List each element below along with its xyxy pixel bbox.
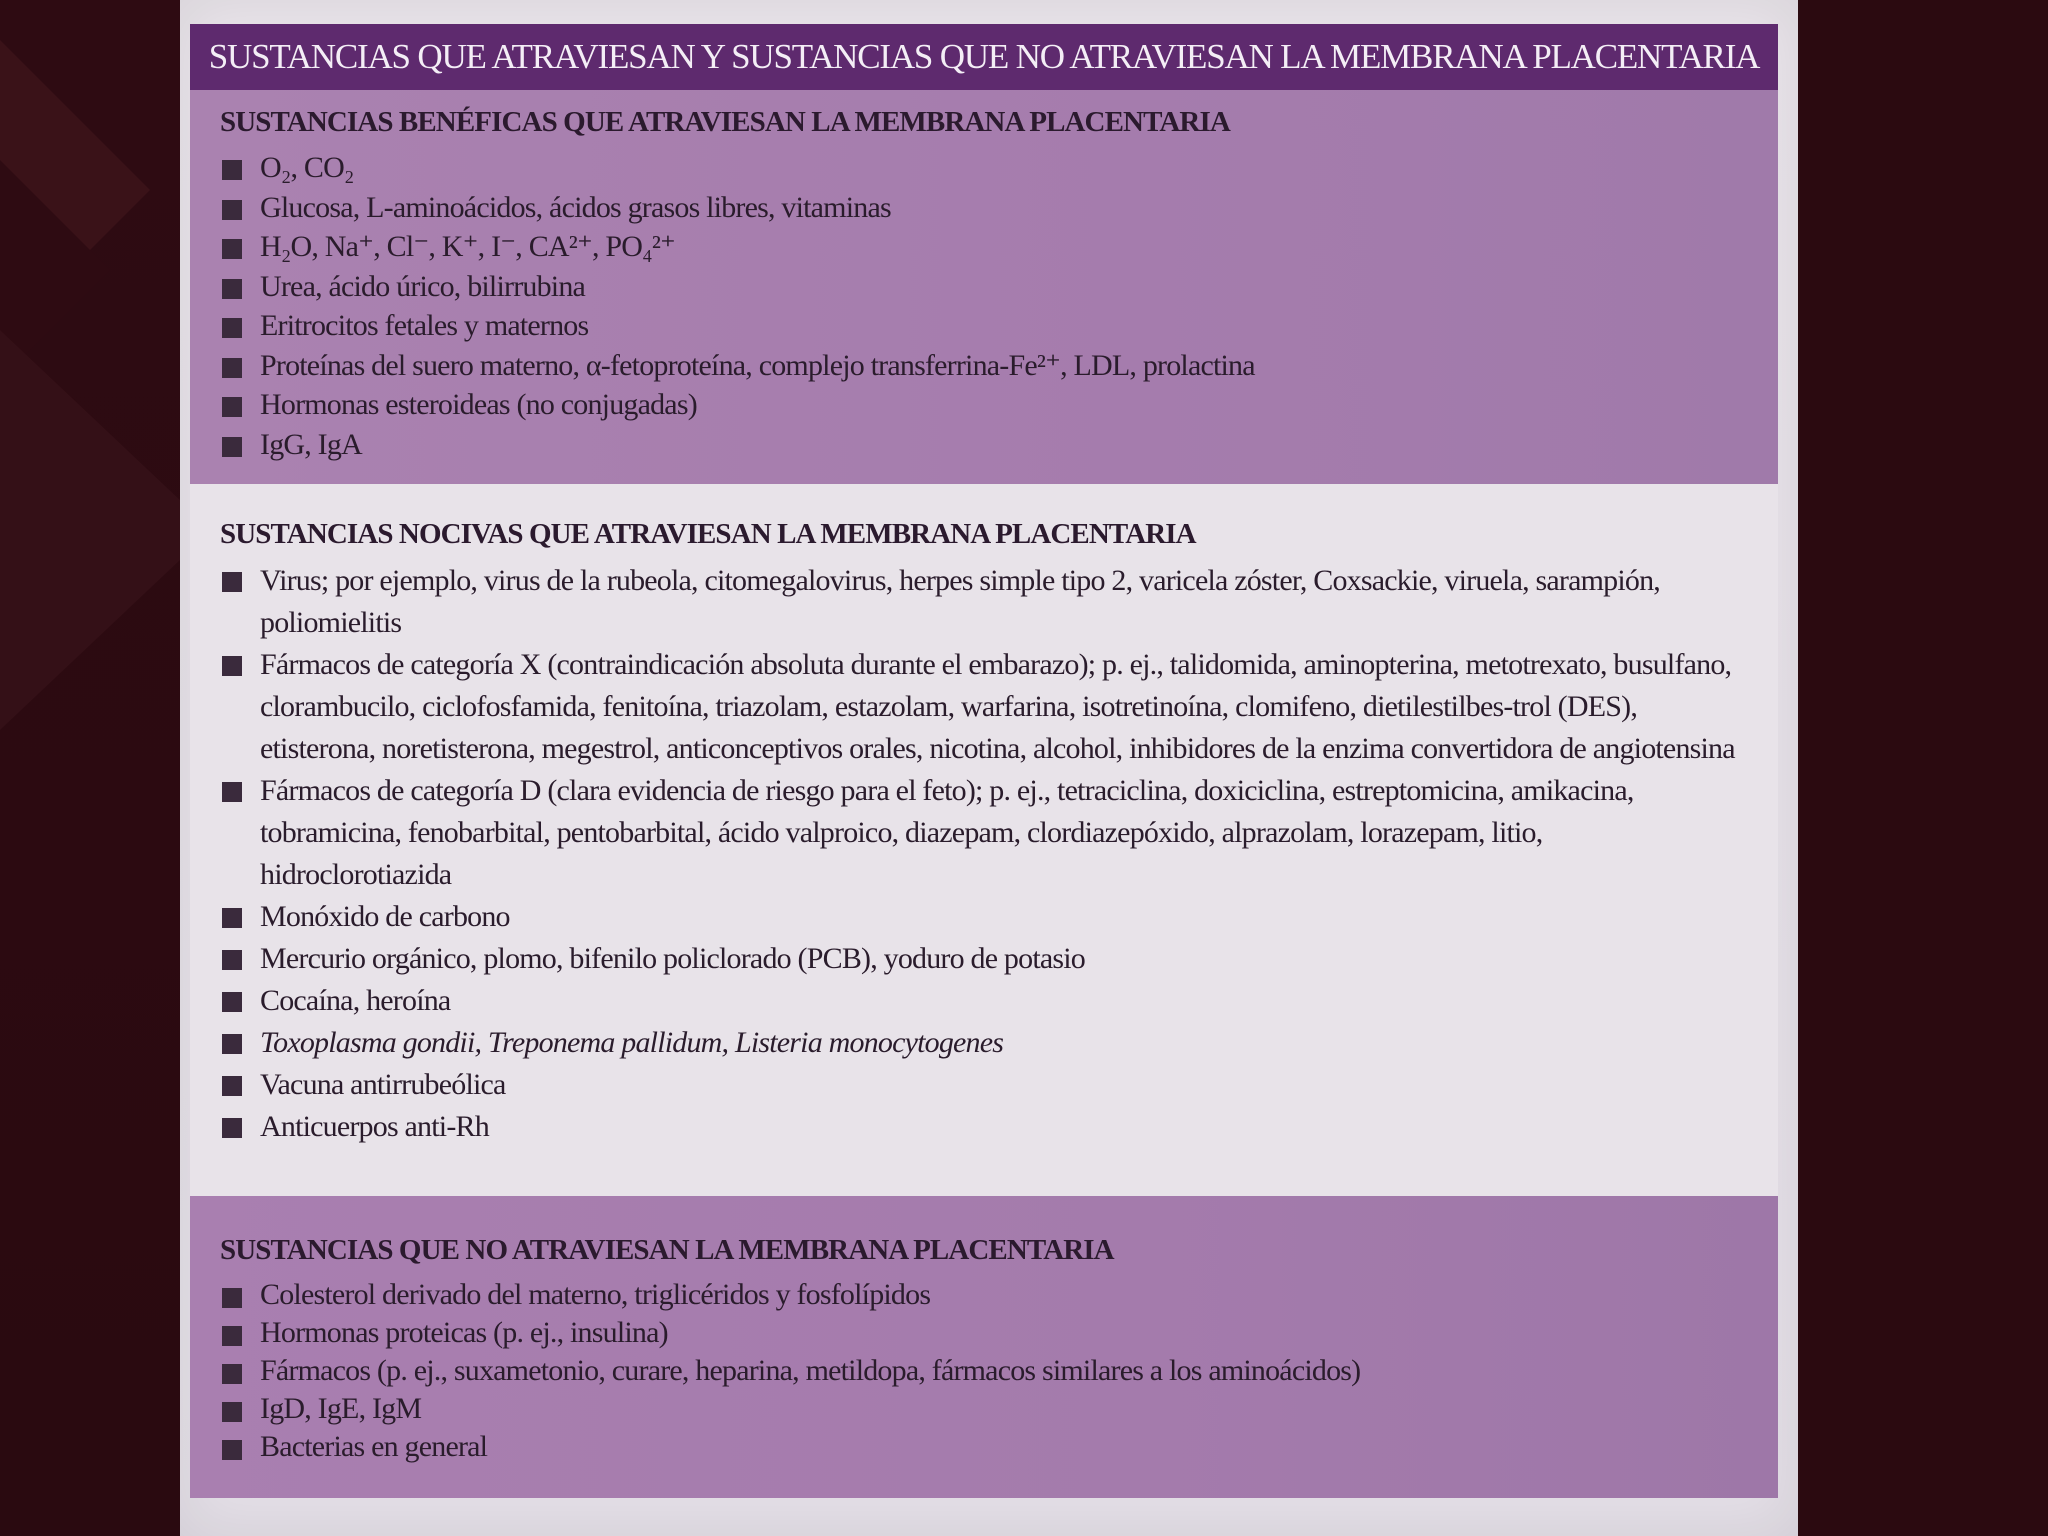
square-bullet-icon [222, 397, 242, 417]
table-title: SUSTANCIAS QUE ATRAVIESAN Y SUSTANCIAS QUE NO ATRAVIESAN LA MEMBRANA PLACENTARIA [190, 24, 1778, 90]
list-item: Fármacos de categoría D (clara evidencia de riesgo para el feto); p. ej., tetraciclina, doxiciclina, estreptomicina, amikacina, tobramicina, fenobarbital, pentobarbital, ácido valproico, diazepam, clordiazepóxido, alprazolam, lorazepam, litio, hidroclorotiazida [220, 770, 1738, 896]
list-item: Fármacos de categoría X (contraindicación absoluta durante el embarazo); p. ej., talidomida, aminopterina, metotrexato, busulfano, clorambucilo, ciclofosfamida, fenitoína, triazolam, estazolam, warfarina, isotretinoína, clomifeno, dietilestilbes-trol (DES), etisterona, noretisterona, megestrol, anticonceptivos orales, nicotina, alcohol, inhibidores de la enzima convertidora de angiotensina [220, 644, 1738, 770]
chevron-decoration [0, 0, 180, 760]
background-right [1798, 0, 2048, 1536]
section-non-crossing-substances [190, 1196, 1778, 1498]
square-bullet-icon [222, 1118, 242, 1138]
section-heading: SUSTANCIAS QUE NO ATRAVIESAN LA MEMBRANA PLACENTARIA [220, 1234, 1114, 1266]
square-bullet-icon [222, 992, 242, 1012]
square-bullet-icon [222, 160, 242, 180]
list-item: Hormonas proteicas (p. ej., insulina) [220, 1314, 1738, 1352]
list-item: Vacuna antirrubeólica [220, 1064, 1738, 1106]
list-item: Bacterias en general [220, 1428, 1738, 1466]
square-bullet-icon [222, 656, 242, 676]
list-item: O₂, CO₂ [220, 148, 1738, 188]
item-list [220, 560, 1738, 1148]
list-item: Mercurio orgánico, plomo, bifenilo policlorado (PCB), yoduro de potasio [220, 938, 1738, 980]
section-harmful-substances [190, 484, 1778, 1196]
section-heading: SUSTANCIAS BENÉFICAS QUE ATRAVIESAN LA MEMBRANA PLACENTARIA [220, 106, 1230, 138]
square-bullet-icon [222, 572, 242, 592]
square-bullet-icon [222, 358, 242, 378]
list-item: Fármacos (p. ej., suxametonio, curare, heparina, metildopa, fármacos similares a los aminoácidos) [220, 1352, 1738, 1390]
list-item: IgD, IgE, IgM [220, 1390, 1738, 1428]
list-item: IgG, IgA [220, 425, 1738, 465]
square-bullet-icon [222, 782, 242, 802]
square-bullet-icon [222, 1288, 242, 1308]
square-bullet-icon [222, 279, 242, 299]
list-item: Virus; por ejemplo, virus de la rubeola, citomegalovirus, herpes simple tipo 2, varicela zóster, Coxsackie, viruela, sarampión, poliomielitis [220, 560, 1738, 644]
square-bullet-icon [222, 318, 242, 338]
list-item: Hormonas esteroideas (no conjugadas) [220, 385, 1738, 425]
square-bullet-icon [222, 437, 242, 457]
square-bullet-icon [222, 908, 242, 928]
square-bullet-icon [222, 1402, 242, 1422]
list-item: H₂O, Na⁺, Cl⁻, K⁺, I⁻, CA²⁺, PO₄²⁺ [220, 227, 1738, 267]
list-item: Glucosa, L-aminoácidos, ácidos grasos libres, vitaminas [220, 188, 1738, 228]
square-bullet-icon [222, 1326, 242, 1346]
list-item: Monóxido de carbono [220, 896, 1738, 938]
section-heading: SUSTANCIAS NOCIVAS QUE ATRAVIESAN LA MEMBRANA PLACENTARIA [220, 518, 1196, 550]
list-item: Eritrocitos fetales y maternos [220, 306, 1738, 346]
list-item: Colesterol derivado del materno, triglicéridos y fosfolípidos [220, 1276, 1738, 1314]
list-item: Anticuerpos anti-Rh [220, 1106, 1738, 1148]
background-left [0, 0, 180, 1536]
list-item: Urea, ácido úrico, bilirrubina [220, 267, 1738, 307]
document-page [180, 0, 1798, 1536]
list-item: Toxoplasma gondii, Treponema pallidum, Listeria monocytogenes [220, 1022, 1738, 1064]
square-bullet-icon [222, 239, 242, 259]
square-bullet-icon [222, 950, 242, 970]
list-item: Proteínas del suero materno, α-fetoproteína, complejo transferrina-Fe²⁺, LDL, prolactina [220, 346, 1738, 386]
list-item: Cocaína, heroína [220, 980, 1738, 1022]
square-bullet-icon [222, 1440, 242, 1460]
item-list [220, 148, 1738, 464]
item-list [220, 1276, 1738, 1466]
square-bullet-icon [222, 1364, 242, 1384]
square-bullet-icon [222, 200, 242, 220]
section-beneficial-substances [190, 90, 1778, 484]
square-bullet-icon [222, 1034, 242, 1054]
square-bullet-icon [222, 1076, 242, 1096]
